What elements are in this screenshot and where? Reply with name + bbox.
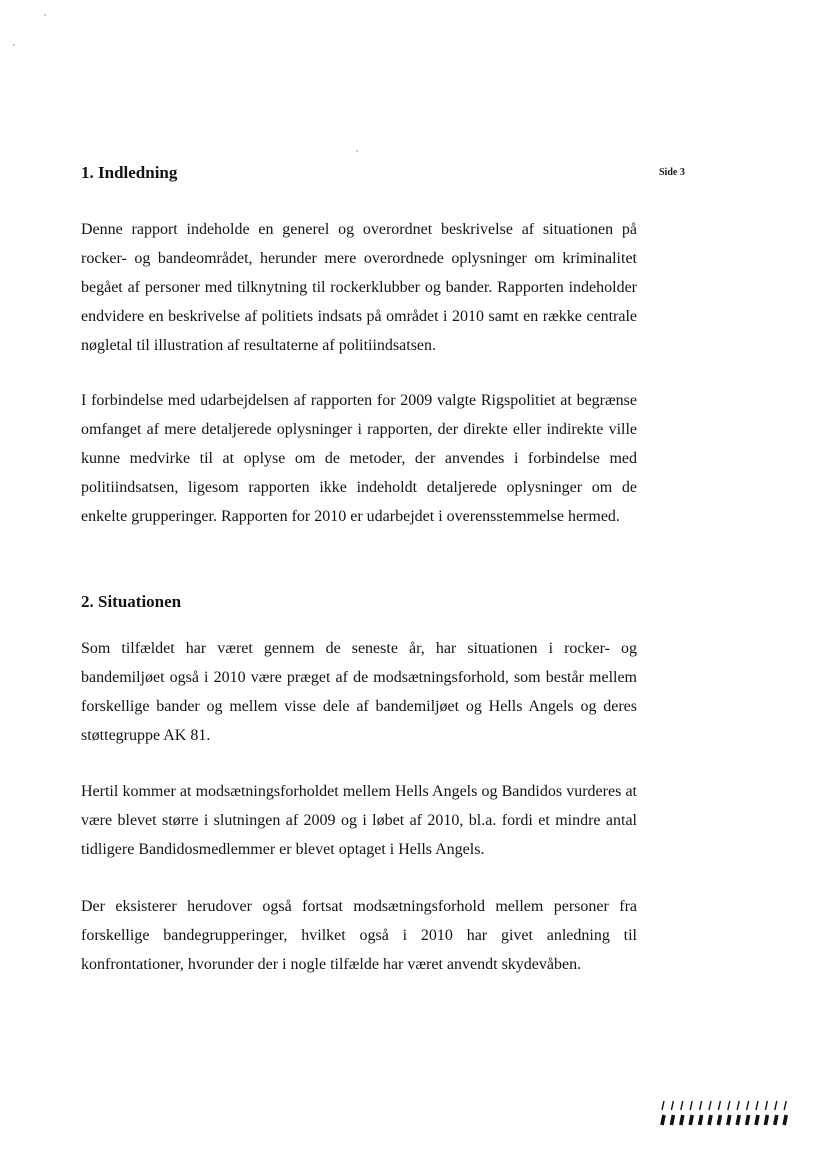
paragraph-3: Som tilfældet har været gennem de seneste år, har situationen i rocker- og bandemiljøet også i 2010 være præget af de modsætningsforhold, som består mellem forskellige bander og mellem visse dele af bandemiljøet og Hells Angels og deres støttegruppe AK 81. bbox=[81, 640, 637, 744]
barcode-bar-thick bbox=[662, 1115, 664, 1125]
barcode-bar-thin bbox=[775, 1101, 777, 1110]
section-heading-situationen: 2. Situationen bbox=[81, 592, 182, 611]
paragraph-5: Der eksisterer herudover også fortsat modsætningsforhold mellem personer fra forskellige bandegrupperinger, hvilket også i 2010 har givet anledning til konfrontationer, hvorunder der i nogle tilfælde har været anvendt skydevåben. bbox=[81, 898, 637, 973]
barcode-bar-thick bbox=[737, 1115, 739, 1125]
barcode-bar-thin bbox=[765, 1101, 767, 1110]
barcode-bar-thin bbox=[756, 1101, 758, 1110]
paragraph-4: Hertil kommer at modsætningsforholdet mellem Hells Angels og Bandidos vurderes at være blevet større i slutningen af 2009 og i løbet af 2010, bl.a. fordi et mindre antal tidligere Bandidosmedlemmer er blevet optaget i Hells Angels. bbox=[81, 783, 637, 858]
barcode-bar-thin bbox=[662, 1101, 664, 1110]
barcode-bar-thin bbox=[747, 1101, 749, 1110]
paragraph-1: Denne rapport indeholde en generel og overordnet beskrivelse af situationen på rocker- og bandeområdet, herunder mere overordnede oplysninger om kriminalitet begået af personer med tilknytning til rockerklubber og bander. Rapporten indeholder endvidere en beskrivelse af politiets indsats på området i 2010 samt en række centrale nøgletal til illustration af resultaterne af politiindsatsen. bbox=[81, 221, 637, 354]
barcode-bar-thin bbox=[700, 1101, 702, 1110]
scan-speck bbox=[356, 150, 358, 152]
barcode-bar-thick bbox=[718, 1115, 720, 1125]
barcode-bar-thin bbox=[737, 1101, 739, 1110]
barcode-stamp bbox=[659, 1100, 793, 1126]
barcode-bar-thick bbox=[709, 1115, 711, 1125]
barcode-bar-thick bbox=[765, 1115, 767, 1125]
barcode-bar-thick bbox=[728, 1115, 730, 1125]
page-number: Side 3 bbox=[659, 167, 685, 178]
paragraph-2: I forbindelse med udarbejdelsen af rapporten for 2009 valgte Rigspolitiet at begrænse omfanget af mere detaljerede oplysninger i rapporten, der direkte eller indirekte ville kunne medvirke til at oplyse om de metoder, der anvendes i forbindelse med politiindsatsen, ligesom rapporten ikke indeholdt detaljerede oplysninger om de enkelte grupperinger. Rapporten for 2010 er udarbejdet i overensstemmelse hermed. bbox=[81, 392, 637, 525]
barcode-bar-thick bbox=[756, 1115, 758, 1125]
barcode-bar-thick bbox=[784, 1115, 786, 1125]
barcode-bar-thin bbox=[681, 1101, 683, 1110]
barcode-bar-thick bbox=[700, 1115, 702, 1125]
scan-speck bbox=[13, 44, 15, 46]
section-heading-indledning: 1. Indledning bbox=[81, 163, 178, 182]
barcode-bar-thick bbox=[747, 1115, 749, 1125]
barcode-bar-thin bbox=[718, 1101, 720, 1110]
scan-speck bbox=[44, 14, 46, 16]
barcode-bar-thin bbox=[784, 1101, 786, 1110]
barcode-bar-thick bbox=[690, 1115, 692, 1125]
barcode-bar-thin bbox=[709, 1101, 711, 1110]
barcode-bar-thin bbox=[728, 1101, 730, 1110]
barcode-bar-thick bbox=[775, 1115, 777, 1125]
barcode-bar-thin bbox=[671, 1101, 673, 1110]
barcode-bar-thick bbox=[671, 1115, 673, 1125]
barcode-bar-thin bbox=[690, 1101, 692, 1110]
barcode-bar-thick bbox=[681, 1115, 683, 1125]
